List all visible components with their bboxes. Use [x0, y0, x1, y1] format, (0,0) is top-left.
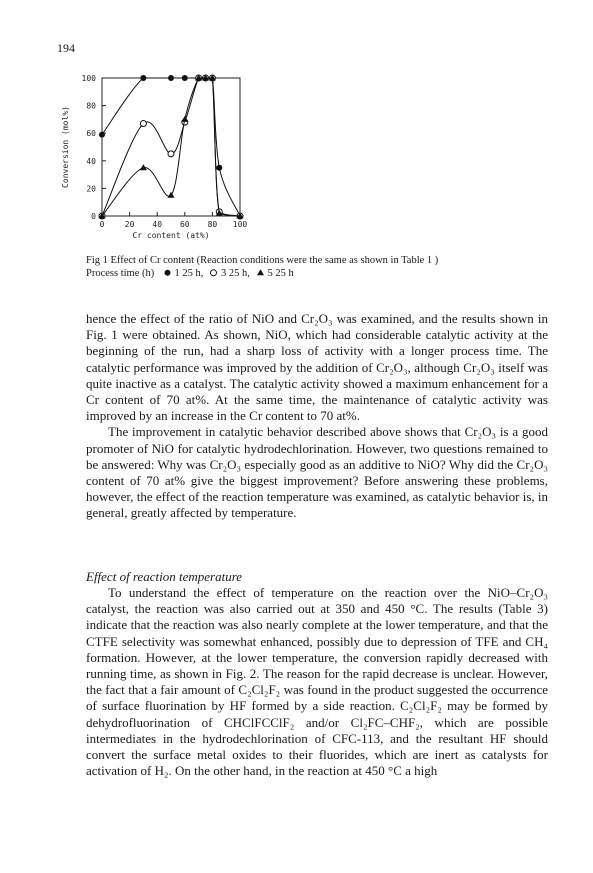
paragraph-3: To understand the effect of temperature on the reaction over the NiO–Cr₂O₃ catalyst, the reaction was also carried out at 350 and 450 °C. The results (Table 3) indicate that the reaction was also nearly complete at the lower temperature, and that the CTFE selectivity was somewhat enhanced, possibly due to depression of TFE and CH₄ formation. However, at the lower temperature, the conversion rapidly decreased with running time, as shown in Fig. 2. The reason for the rapid decrease is unclear. However, the fact that a fair amount of C₂Cl₂F₂ was found in the product suggested the occurrence of surface fluorination by HF formed by a side reaction. C₂Cl₂F₂ may be formed by dehydrofluorination of CHClFCClF₂ and/or Cl₂FC–CHF₂, which are possible intermediates in the hydrodechlorination of CFC-113, and the resultant HF should convert the surface metal oxides to their fluorides, which are inert as catalysts for activation of H₂. On the other hand, in the reaction at 450 °C a high — [86, 585, 548, 779]
data-point — [182, 75, 188, 81]
data-point — [168, 75, 174, 81]
y-tick-label: 100 — [81, 74, 96, 83]
y-tick-label: 60 — [86, 129, 96, 139]
y-tick-label: 40 — [86, 156, 96, 166]
data-point — [164, 270, 170, 276]
caption-line-2 — [86, 267, 556, 280]
data-point — [168, 192, 175, 198]
series-3 — [99, 75, 244, 219]
data-point — [211, 270, 217, 276]
data-point — [257, 269, 264, 275]
page-number: 194 — [57, 41, 75, 55]
legend-item — [256, 268, 294, 279]
section-heading: Effect of reaction temperature — [86, 569, 243, 584]
legend-label: 5 25 h — [264, 268, 294, 279]
data-point — [216, 165, 222, 171]
filled-triangle-marker-icon — [256, 268, 265, 277]
x-tick-label: 20 — [124, 220, 135, 229]
data-point — [99, 132, 105, 138]
filled-circle-marker-icon — [163, 268, 172, 277]
x-tick-label: 80 — [207, 220, 218, 229]
caption-legend — [157, 268, 294, 279]
caption-process-time: Process time (h) — [86, 268, 155, 279]
data-point — [168, 151, 174, 157]
data-point — [140, 75, 146, 81]
data-point — [140, 121, 146, 127]
legend-label: 3 25 h, — [218, 268, 250, 279]
x-tick-label: 0 — [99, 220, 105, 229]
x-tick-label: 100 — [232, 220, 248, 229]
x-tick-label: 40 — [152, 220, 163, 229]
y-axis-label: Conversion (mol%) — [61, 106, 70, 188]
legend-item — [209, 268, 250, 279]
legend-label: 1 25 h, — [171, 268, 204, 279]
x-axis-label: Cr content (at%) — [132, 231, 210, 240]
conversion-chart — [50, 68, 270, 248]
body-paragraphs-2 — [86, 585, 548, 779]
y-tick-label: 20 — [86, 184, 96, 194]
figure-caption — [86, 254, 556, 280]
paragraph-2: The improvement in catalytic behavior described above shows that Cr₂O₃ is a good promoter of NiO for catalytic hydrodechlorination. However, two questions remained to be answered: Why was Cr₂O₃ especially good as an additive to NiO? Why did the Cr₂O₃ content of 70 at% give the biggest improvement? Before answering these problems, however, the effect of the reaction temperature was examined, as catalytic behavior is, in general, greatly affected by temperature. — [86, 424, 548, 521]
paragraph-1: hence the effect of the ratio of NiO and Cr₂O₃ was examined, and the results shown in Fig. 1 were obtained. As shown, NiO, which had considerable catalytic activity at the beginning of the run, had a sharp loss of activity with a longer process time. The catalytic performance was improved by the addition of Cr₂O₃, although Cr₂O₃ itself was quite inactive as a catalyst. The catalytic activity showed a maximum enhancement for a Cr content of 70 at%. At the same time, the maintenance of catalytic activity was improved by an increase in the Cr content to 70 at%. — [86, 311, 548, 424]
caption-line-1: Fig 1 Effect of Cr content (Reaction conditions were the same as shown in Table 1 ) — [86, 255, 439, 266]
y-tick-label: 80 — [86, 101, 96, 111]
x-tick-label: 60 — [179, 220, 190, 229]
y-tick-label: 0 — [91, 212, 96, 221]
data-point — [181, 116, 188, 122]
legend-item — [163, 268, 204, 279]
chart-series — [99, 75, 244, 220]
body-paragraphs-1 — [86, 311, 548, 522]
